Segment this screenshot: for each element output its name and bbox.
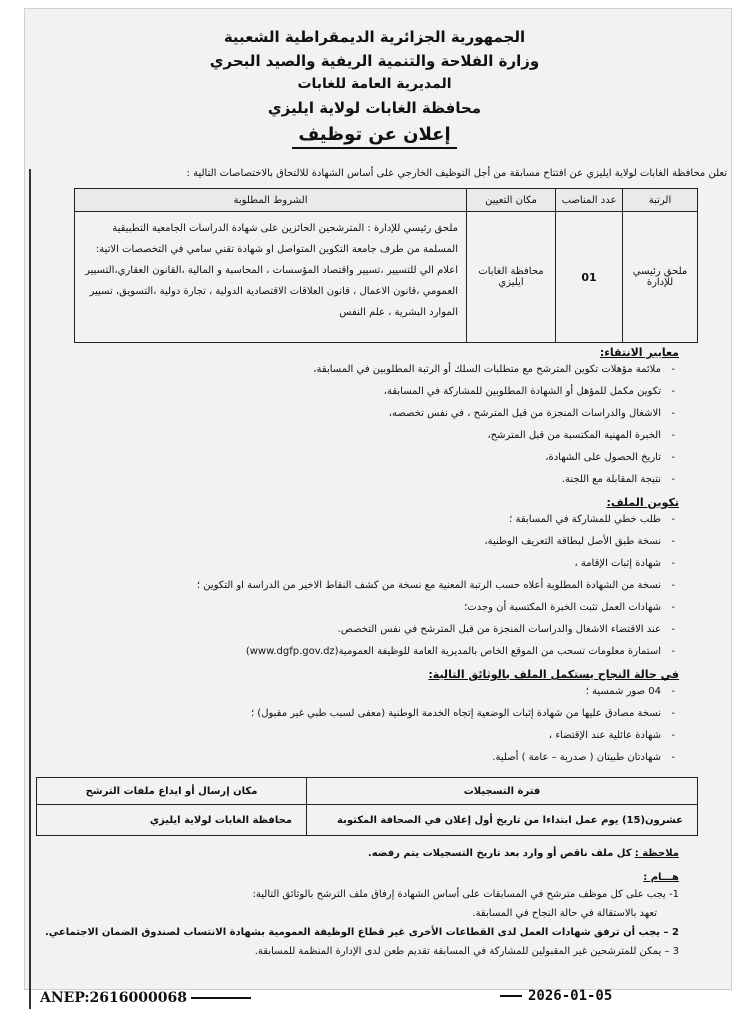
anep-reference: ANEP:2616000068 xyxy=(40,990,251,1006)
header-republic: الجمهورية الجزائرية الديمقراطية الشعبية xyxy=(223,28,526,46)
list-item: - نسخة طبق الأصل لبطاقة التعريف الوطنية، xyxy=(69,531,661,553)
success-list xyxy=(69,681,679,769)
list-item: - طلب خطي للمشاركة في المسابقة ؛ xyxy=(69,509,661,531)
list-item: - الاشغال والدراسات المنجزة من قبل المترشح ، في نفس تخصصه، xyxy=(69,403,661,425)
note-line xyxy=(39,848,679,859)
list-item: - عند الاقتضاء الاشغال والدراسات المنجزة من قبل المترشح في نفس التخصص. xyxy=(69,619,661,641)
file-title: تكوين الملف: xyxy=(606,496,679,509)
header-place: مكان التعيين xyxy=(467,189,556,212)
header-count: عدد المناصب xyxy=(556,189,623,212)
header-directorate: المديرية العامة للغابات xyxy=(297,76,452,92)
note-text: كل ملف ناقص أو وارد بعد تاريخ التسجيلات يتم رفضه. xyxy=(367,848,632,859)
list-item: - نتيجة المقابلة مع اللجنة. xyxy=(69,469,661,491)
announcement-title xyxy=(0,124,749,145)
publication-date: 2026-01-05 xyxy=(500,988,612,1004)
important-label: هـــام : xyxy=(643,872,679,883)
important-item-3: 3 – يمكن للمترشحين غير المقبولين للمشاركة في المسابقة تقديم طعن لدى الإدارة المنظمة للمسابقة. xyxy=(254,946,679,957)
selection-title: معايير الانتقاء: xyxy=(599,346,679,359)
list-item: - شهادات العمل تثبت الخبرة المكتسبة أن وجدت؛ xyxy=(69,597,661,619)
table-row xyxy=(37,805,698,836)
list-item: - ملائمة مؤهلات تكوين المترشح مع متطلبات السلك أو الرتبة المطلوبين في المسابقة، xyxy=(69,359,661,381)
positions-table xyxy=(74,188,698,343)
registration-header-row xyxy=(37,778,698,805)
list-item: - شهادتان طبيتان ( صدرية – عامة ) أصلية. xyxy=(69,747,661,769)
intro-text: تعلن محافظة الغابات لولاية ايليزي عن افتتاح مسابقة من أجل التوظيف الخارجي على أساس الشهادة للالتحاق بالاختصاصات التالية : xyxy=(186,168,727,179)
list-item: - تكوين مكمل للمؤهل أو الشهادة المطلوبين للمشاركة في المسابقة، xyxy=(69,381,661,403)
file-list xyxy=(69,509,679,663)
selection-list xyxy=(69,359,679,491)
header-conditions: الشروط المطلوبة xyxy=(75,189,467,212)
table-row xyxy=(75,212,698,343)
positions-header-row xyxy=(75,189,698,212)
cell-conditions: ملحق رئيسي للإدارة : المترشحين الحائزين على شهادة الدراسات الجامعية التطبيقية المسلمة من طرف جامعة التكوين المتواصل او شهادة تقني سامي في التخصصات الاتية: اعلام الي للتسيير ،تسيير واقتصاد المؤسسات ، المحاسبة و المالية ،القانون العقاري،التسيير العمومي ،قانون الاعمال ، قانون العلاقات الاقتصادية الدولية ، تجارة دولية ،التسويق، تسيير الموارد البشرية ، علم النفس xyxy=(75,212,467,343)
important-item-2: 2 – يجب أن ترفق شهادات العمل لدى القطاعات الأخرى غير قطاع الوظيفة العمومية بشهادة الانتساب لصندوق الضمان الاجتماعي. xyxy=(44,927,679,938)
important-item-1-sub: تعهد بالاستقالة في حالة النجاح في المسابقة. xyxy=(472,908,657,919)
header-conservation: محافظة الغابات لولاية ايليزي xyxy=(267,99,482,117)
list-item: - الخبرة المهنية المكتسبة من قبل المترشح، xyxy=(69,425,661,447)
announcement-title-text: إعلان عن توظيف xyxy=(292,124,456,149)
header-submission-place: مكان إرسال أو ايداع ملفات الترشح xyxy=(37,778,307,805)
list-item: - شهادة إثبات الإقامة ، xyxy=(69,553,661,575)
important-item-1: 1- يجب على كل موظف مترشح في المسابقات على أساس الشهادة إرفاق ملف الترشح بالوثائق التالية: xyxy=(252,889,679,900)
list-item: - نسخة مصادق عليها من شهادة إثبات الوضعية إتجاه الخدمة الوطنية (معفى لسبب طبي غير مقبول) ؛ xyxy=(69,703,661,725)
list-item: - نسخة من الشهادة المطلوبة أعلاه حسب الرتبة المعنية مع نسخة من كشف النقاط الاخير من الدراسة او التكوين ؛ xyxy=(69,575,661,597)
header-ministry: وزارة الفلاحة والتنمية الريفية والصيد البحري xyxy=(209,52,540,70)
cell-submission-place: محافظة الغابات لولاية ايليزي xyxy=(37,805,307,836)
success-documents xyxy=(69,668,679,769)
success-title: في حالة النجاح يستكمل الملف بالوثائق التالية: xyxy=(428,668,679,681)
file-composition xyxy=(69,496,679,663)
cell-place: محافظة الغابات ايليزي xyxy=(467,212,556,343)
important-section xyxy=(39,872,679,957)
header-rank: الرتبة xyxy=(623,189,698,212)
list-item: - استمارة معلومات تسحب من الموقع الخاص بالمديرية العامة للوظيفة العمومية(www.dgfp.gov.dz) xyxy=(69,641,661,663)
margin-rule xyxy=(29,169,31,1009)
registration-table xyxy=(36,777,698,836)
cell-count: 01 xyxy=(556,212,623,343)
selection-criteria xyxy=(69,346,679,491)
note-label: ملاحظة : xyxy=(634,848,679,859)
cell-period: عشرون(15) يوم عمل ابتداءا من تاريخ أول إعلان في الصحافة المكتوبة xyxy=(307,805,698,836)
list-item: - تاريخ الحصول على الشهادة، xyxy=(69,447,661,469)
list-item: - شهادة عائلية عند الإقتضاء ، xyxy=(69,725,661,747)
header-period: فترة التسجيلات xyxy=(307,778,698,805)
cell-rank: ملحق رئيسي للإدارة xyxy=(623,212,698,343)
list-item: - 04 صور شمسية ؛ xyxy=(69,681,661,703)
